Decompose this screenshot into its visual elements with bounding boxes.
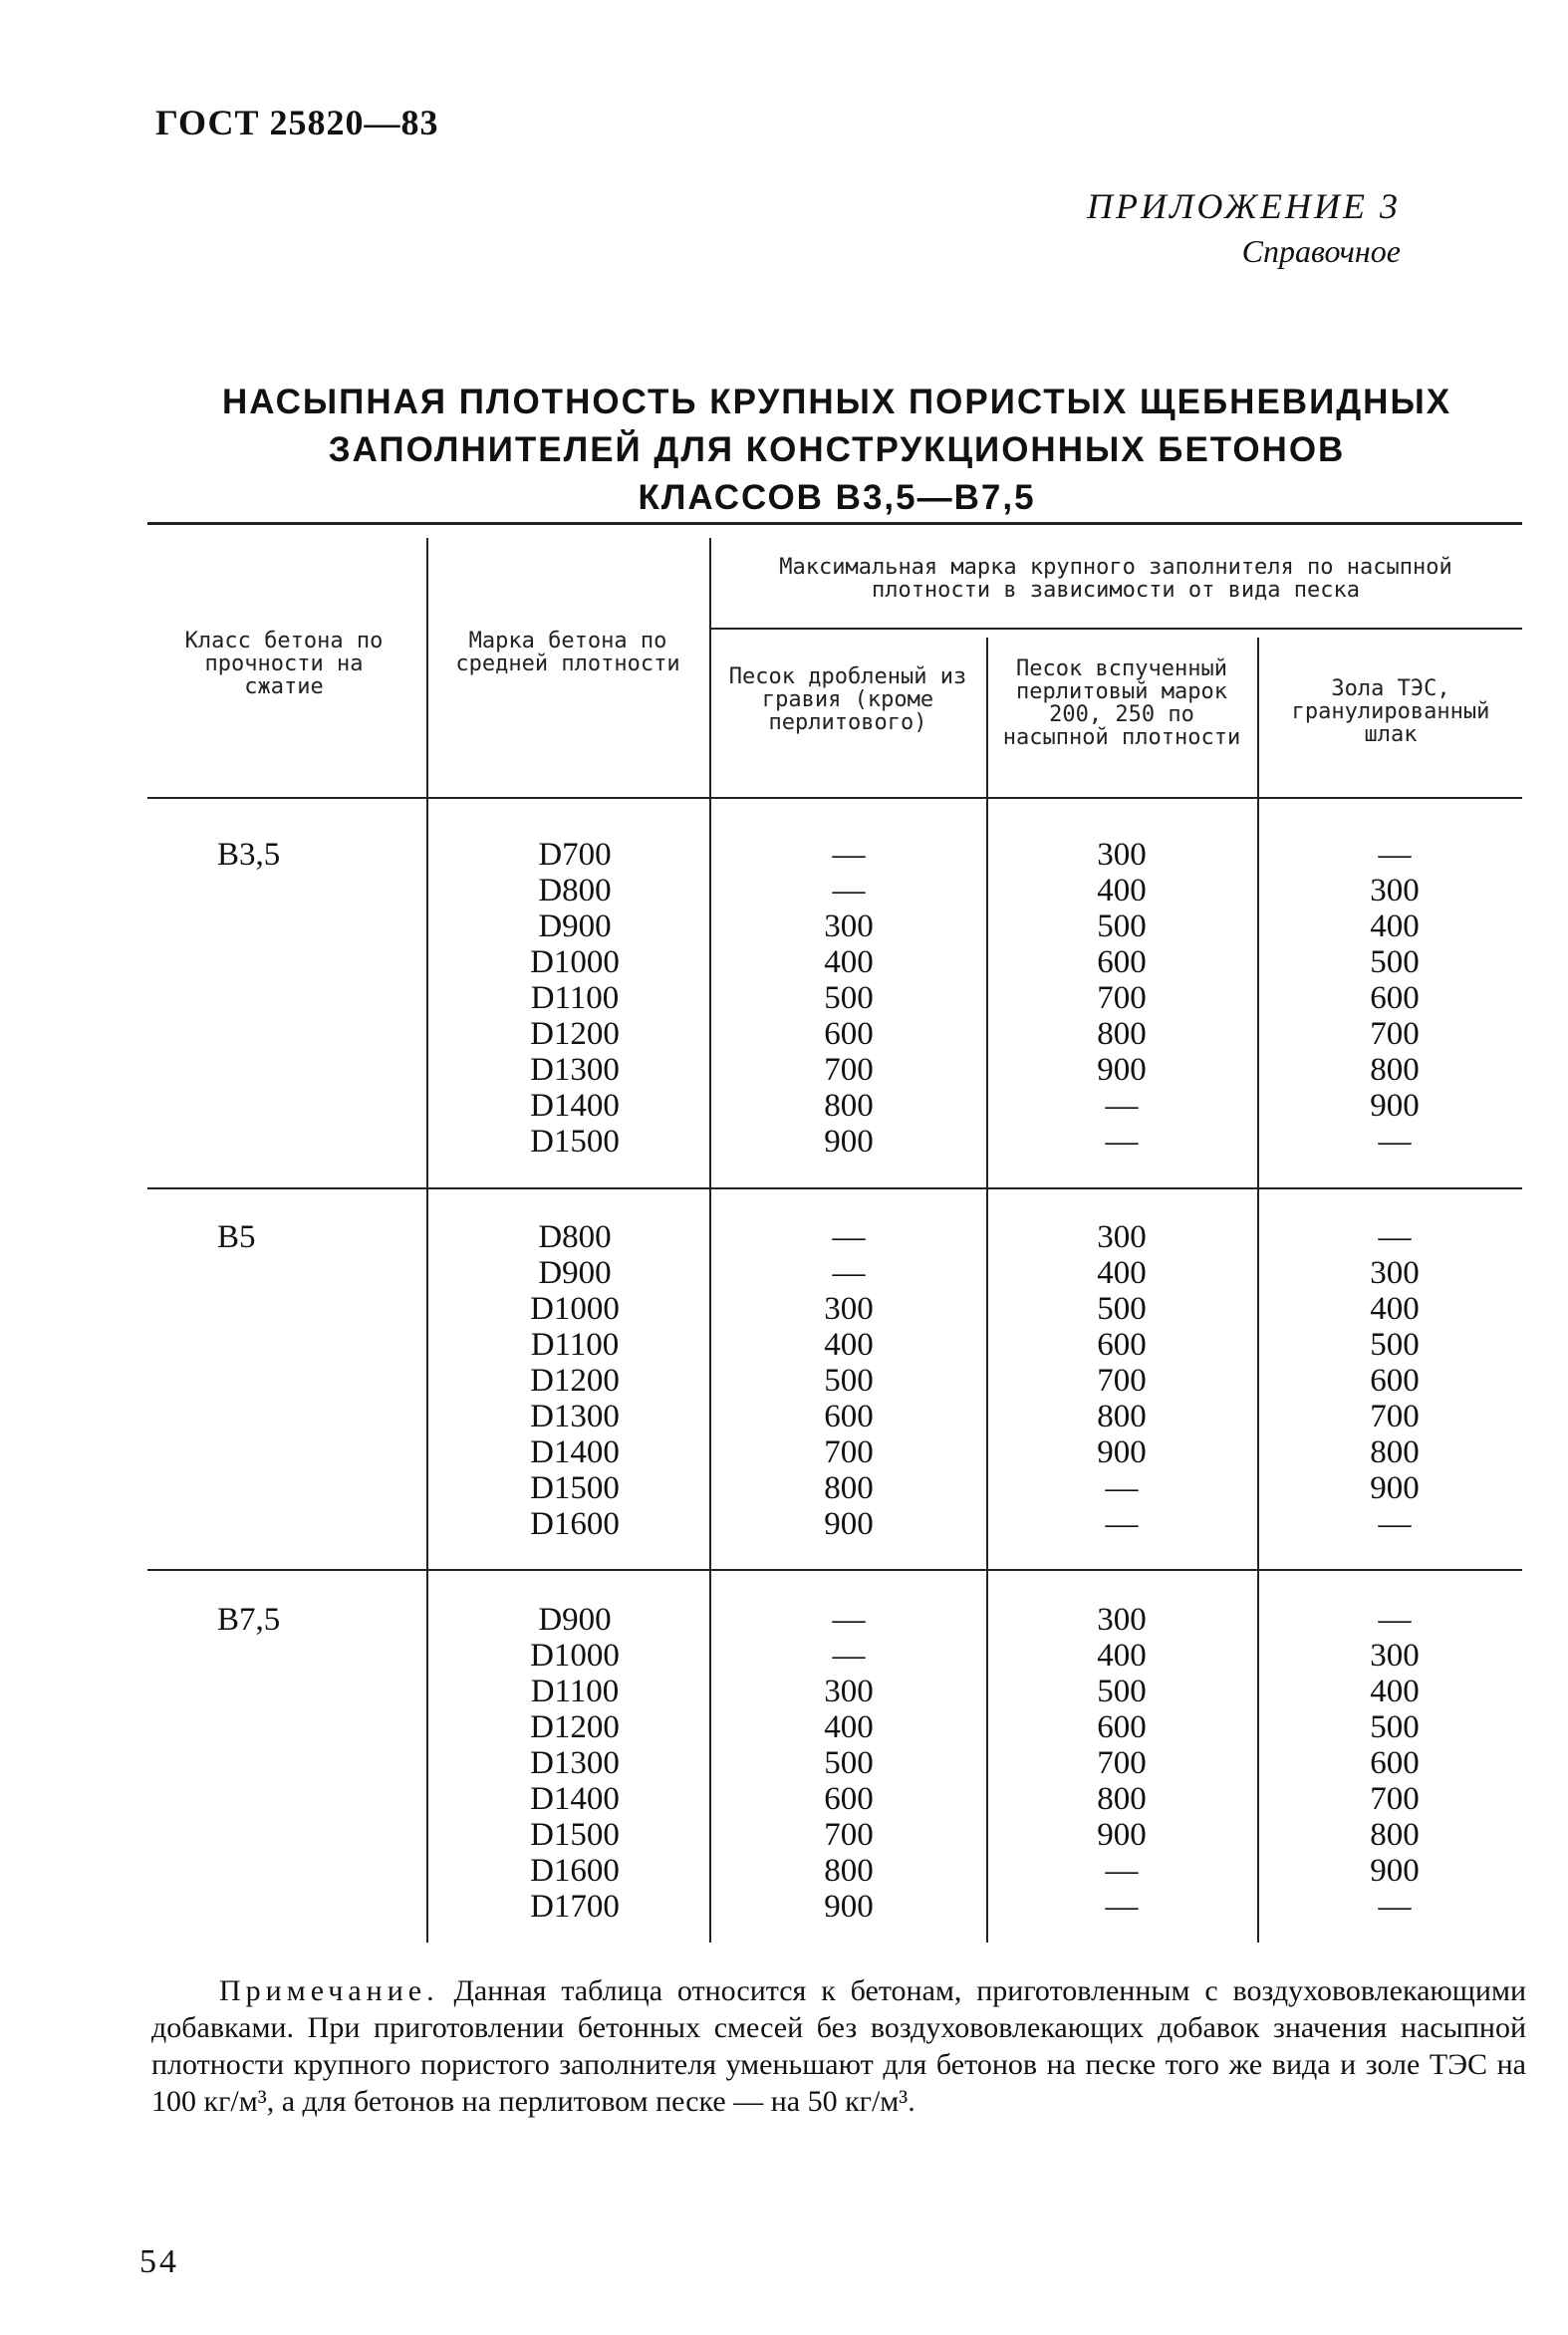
grade-cell: D800	[538, 873, 612, 908]
ash-slag-cell: 300	[1370, 1255, 1420, 1291]
crushed-sand-cell: 600	[824, 1399, 874, 1434]
crushed-sand-cell: 400	[824, 1709, 874, 1745]
grade-cell: D1200	[530, 1363, 620, 1399]
ash-slag-cell: —	[1378, 837, 1412, 873]
appendix-block	[1087, 185, 1401, 270]
perlite-sand-cell: —	[1105, 1124, 1139, 1160]
table-title	[149, 379, 1524, 522]
class-label: В5	[217, 1219, 256, 1255]
crushed-sand-cell: 600	[824, 1781, 874, 1817]
grade-cell: D1400	[530, 1088, 620, 1124]
ash-slag-cell: 400	[1370, 1291, 1420, 1327]
grade-cell: D1700	[530, 1889, 620, 1925]
perlite-sand-cell: 600	[1097, 944, 1147, 980]
grade-cell: D1600	[530, 1506, 620, 1542]
crushed-sand-cell: 700	[824, 1052, 874, 1088]
ash-slag-cell: —	[1378, 1124, 1412, 1160]
grade-cell: D1600	[530, 1853, 620, 1889]
grade-cell: D1400	[530, 1781, 620, 1817]
subheader-rule	[709, 628, 1522, 630]
perlite-sand-cell: 500	[1097, 908, 1147, 944]
grade-cell: D1100	[530, 980, 620, 1016]
crushed-sand-cell: 300	[824, 908, 874, 944]
crushed-sand-cell: —	[832, 1219, 866, 1255]
page-number: 54	[139, 2243, 179, 2280]
perlite-sand-cell: —	[1105, 1088, 1139, 1124]
crushed-sand-cell: 500	[824, 1363, 874, 1399]
ash-slag-cell: —	[1378, 1219, 1412, 1255]
perlite-sand-cell: 400	[1097, 873, 1147, 908]
ash-slag-cell: 700	[1370, 1781, 1420, 1817]
perlite-sand-cell: 800	[1097, 1399, 1147, 1434]
perlite-sand-column	[1002, 837, 1241, 1160]
perlite-sand-cell: 900	[1097, 1817, 1147, 1853]
crushed-sand-cell: 400	[824, 944, 874, 980]
header-perlite-sand: Песок вспученный перлитовый марок 200, 250 по насыпной плотности	[1002, 656, 1241, 750]
ash-slag-cell: 900	[1370, 1088, 1420, 1124]
crushed-sand-cell: 900	[824, 1506, 874, 1542]
header-crushed-sand: Песок дробленый из гравия (кроме перлитового)	[728, 664, 967, 735]
perlite-sand-cell: —	[1105, 1853, 1139, 1889]
crushed-sand-cell: 800	[824, 1470, 874, 1506]
class-label: В3,5	[217, 837, 281, 873]
crushed-sand-cell: 900	[824, 1124, 874, 1160]
section-rule-1	[147, 1187, 1522, 1189]
ash-slag-cell: 800	[1370, 1052, 1420, 1088]
header-bottom-rule	[147, 797, 1522, 799]
grade-column	[460, 1219, 689, 1542]
ash-slag-cell: —	[1378, 1889, 1412, 1925]
crushed-sand-cell: 900	[824, 1889, 874, 1925]
ash-slag-cell: 400	[1370, 908, 1420, 944]
grade-cell: D1500	[530, 1124, 620, 1160]
crushed-sand-column	[729, 1602, 968, 1925]
perlite-sand-cell: 800	[1097, 1781, 1147, 1817]
perlite-sand-cell: 500	[1097, 1674, 1147, 1709]
perlite-sand-cell: —	[1105, 1506, 1139, 1542]
crushed-sand-cell: 500	[824, 1745, 874, 1781]
crushed-sand-cell: 500	[824, 980, 874, 1016]
ash-slag-cell: 700	[1370, 1016, 1420, 1052]
grade-cell: D1500	[530, 1470, 620, 1506]
crushed-sand-cell: —	[832, 873, 866, 908]
grade-cell: D1400	[530, 1434, 620, 1470]
ash-slag-cell: 400	[1370, 1674, 1420, 1709]
grade-cell: D800	[538, 1219, 612, 1255]
col-rule-2	[709, 538, 711, 1943]
grade-cell: D1100	[530, 1674, 620, 1709]
grade-cell: D1500	[530, 1817, 620, 1853]
grade-cell: D1300	[530, 1052, 620, 1088]
ash-slag-cell: 500	[1370, 944, 1420, 980]
ash-slag-cell: 700	[1370, 1399, 1420, 1434]
perlite-sand-cell: 600	[1097, 1327, 1147, 1363]
crushed-sand-cell: 700	[824, 1817, 874, 1853]
col-rule-3	[986, 638, 988, 1943]
ash-slag-cell: 500	[1370, 1709, 1420, 1745]
crushed-sand-cell: —	[832, 1602, 866, 1638]
grade-cell: D900	[538, 908, 612, 944]
title-line-3: КЛАССОВ В3,5—В7,5	[638, 478, 1036, 517]
col-rule-1	[426, 538, 428, 1943]
grade-column	[460, 837, 689, 1160]
perlite-sand-cell: 700	[1097, 980, 1147, 1016]
grade-cell: D1000	[530, 1291, 620, 1327]
col-rule-4	[1257, 638, 1259, 1943]
ash-slag-cell: 600	[1370, 1363, 1420, 1399]
perlite-sand-cell: 900	[1097, 1434, 1147, 1470]
grade-cell: D1200	[530, 1016, 620, 1052]
document-header: ГОСТ 25820—83	[155, 103, 439, 142]
grade-cell: D1300	[530, 1399, 620, 1434]
perlite-sand-cell: 700	[1097, 1745, 1147, 1781]
ash-slag-cell: 600	[1370, 980, 1420, 1016]
perlite-sand-cell: 300	[1097, 837, 1147, 873]
class-label: В7,5	[217, 1602, 281, 1638]
title-line-2: ЗАПОЛНИТЕЛЕЙ ДЛЯ КОНСТРУКЦИОННЫХ БЕТОНОВ	[328, 430, 1346, 469]
header-grade: Марка бетона по средней плотности	[455, 629, 680, 676]
note-label: Примечание.	[219, 1974, 439, 2007]
ash-slag-cell: 600	[1370, 1745, 1420, 1781]
crushed-sand-cell: 800	[824, 1853, 874, 1889]
appendix-kind: Справочное	[1241, 233, 1401, 269]
crushed-sand-cell: 600	[824, 1016, 874, 1052]
perlite-sand-cell: 600	[1097, 1709, 1147, 1745]
perlite-sand-cell: —	[1105, 1470, 1139, 1506]
grade-cell: D900	[538, 1602, 612, 1638]
crushed-sand-cell: —	[832, 1638, 866, 1674]
crushed-sand-cell: 800	[824, 1088, 874, 1124]
section-rule-2	[147, 1569, 1522, 1571]
ash-slag-cell: —	[1378, 1602, 1412, 1638]
table-note	[151, 1972, 1526, 2120]
ash-slag-cell: 900	[1370, 1853, 1420, 1889]
perlite-sand-cell: 400	[1097, 1255, 1147, 1291]
table-top-rule	[147, 522, 1522, 525]
title-line-1: НАСЫПНАЯ ПЛОТНОСТЬ КРУПНЫХ ПОРИСТЫХ ЩЕБНЕВИДНЫХ	[221, 383, 1452, 421]
ash-slag-cell: 800	[1370, 1817, 1420, 1853]
grade-cell: D900	[538, 1255, 612, 1291]
crushed-sand-cell: 700	[824, 1434, 874, 1470]
header-ash-slag: Зола ТЭС, гранулированный шлак	[1291, 676, 1490, 747]
crushed-sand-column	[729, 837, 968, 1160]
perlite-sand-cell: 400	[1097, 1638, 1147, 1674]
ash-slag-column	[1275, 1219, 1514, 1542]
crushed-sand-cell: —	[832, 1255, 866, 1291]
perlite-sand-cell: 300	[1097, 1219, 1147, 1255]
ash-slag-cell: 300	[1370, 1638, 1420, 1674]
crushed-sand-cell: 300	[824, 1291, 874, 1327]
crushed-sand-cell: 300	[824, 1674, 874, 1709]
ash-slag-cell: —	[1378, 1506, 1412, 1542]
perlite-sand-cell: 900	[1097, 1052, 1147, 1088]
perlite-sand-column	[1002, 1219, 1241, 1542]
grade-cell: D700	[538, 837, 612, 873]
perlite-sand-cell: 500	[1097, 1291, 1147, 1327]
grade-cell: D1000	[530, 1638, 620, 1674]
crushed-sand-cell: —	[832, 837, 866, 873]
grade-cell: D1200	[530, 1709, 620, 1745]
ash-slag-column	[1275, 1602, 1514, 1925]
crushed-sand-column	[729, 1219, 968, 1542]
ash-slag-cell: 800	[1370, 1434, 1420, 1470]
perlite-sand-cell: 300	[1097, 1602, 1147, 1638]
ash-slag-cell: 300	[1370, 873, 1420, 908]
perlite-sand-cell: 800	[1097, 1016, 1147, 1052]
ash-slag-cell: 500	[1370, 1327, 1420, 1363]
appendix-label: ПРИЛОЖЕНИЕ 3	[1087, 186, 1401, 226]
perlite-sand-cell: —	[1105, 1889, 1139, 1925]
note-text: Данная таблица относится к бетонам, приготовленным с воздухововлекающими добавками. При приготовлении бетонных смесей без воздухововлекающих добавок значения насыпной плотности крупного пористого заполнителя уменьшают для бетонов на песке того же вида и золе ТЭС на 100 кг/м³, а для бетонов на перлитовом песке — на 50 кг/м³.	[151, 1974, 1526, 2118]
grade-cell: D1000	[530, 944, 620, 980]
header-group: Максимальная марка крупного заполнителя по насыпной плотности в зависимости от вида песка	[779, 555, 1452, 603]
grade-column	[460, 1602, 689, 1925]
grade-cell: D1300	[530, 1745, 620, 1781]
perlite-sand-column	[1002, 1602, 1241, 1925]
header-class: Класс бетона по прочности на сжатие	[184, 629, 384, 699]
grade-cell: D1100	[530, 1327, 620, 1363]
ash-slag-column	[1275, 837, 1514, 1160]
ash-slag-cell: 900	[1370, 1470, 1420, 1506]
perlite-sand-cell: 700	[1097, 1363, 1147, 1399]
crushed-sand-cell: 400	[824, 1327, 874, 1363]
